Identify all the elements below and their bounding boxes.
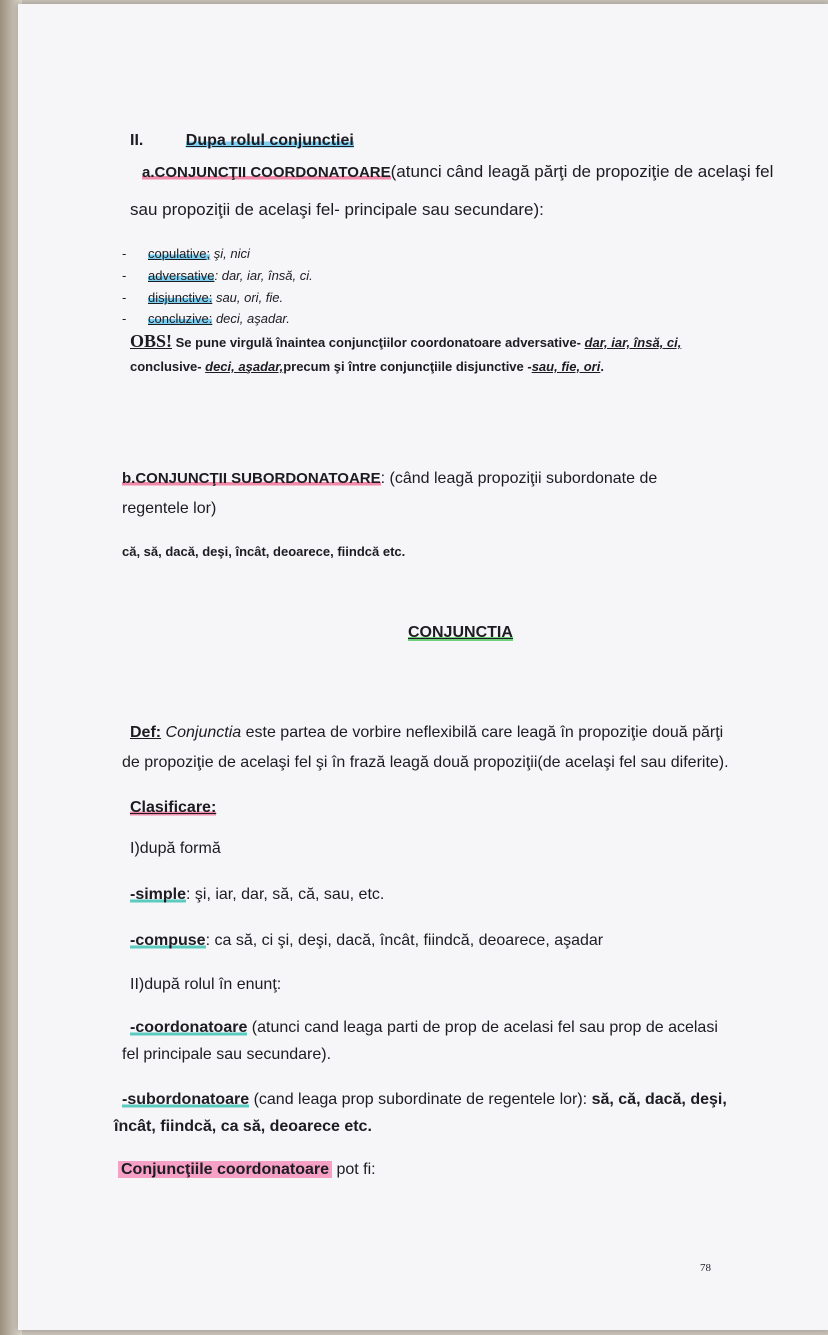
simple-label: -simple	[130, 886, 187, 903]
obs-examples: dar, iar, însă, ci,	[584, 335, 682, 350]
page-title: CONJUNCTIA	[408, 624, 513, 641]
list-item-name: disjunctive:	[148, 290, 213, 305]
clasificare-heading: Clasificare:	[130, 799, 217, 816]
coordonatoare-text: (atunci cand leaga parti de prop de acelasi fel sau prop de acelasi	[247, 1019, 718, 1036]
coord-can-label: Conjuncţiile coordonatoare	[118, 1161, 332, 1178]
coord-can-line	[118, 1161, 376, 1179]
coordonatoare-line2: fel principale sau secundare).	[122, 1046, 332, 1063]
obs-text: precum şi între conjuncţiile disjunctive -	[283, 359, 532, 374]
def-term: Conjunctia	[161, 724, 242, 741]
obs-text: Se pune virgulă înaintea conjuncţiilor coordonatoare adversative-	[175, 335, 585, 350]
compuse-line	[130, 932, 603, 950]
subordonatoare-line2: încât, fiindcă, ca să, deoarece etc.	[114, 1118, 372, 1135]
list-item: - disjunctive: sau, ori, fie.	[122, 290, 284, 305]
list-item: - copulative; şi, nici	[122, 246, 250, 261]
list-item: - concluzive: deci, aşadar.	[122, 311, 290, 326]
coordonatoare-def-line2: sau propoziţii de acelaşi fel- principale sau secundare):	[130, 200, 544, 219]
simple-text: : şi, iar, dar, să, că, sau, etc.	[186, 886, 385, 903]
list-item-name: adversative	[148, 268, 215, 283]
list-item-examples: deci, aşadar.	[215, 311, 290, 326]
list-item-examples: : dar, iar, însă, ci.	[214, 268, 313, 283]
by-form-heading: I)după formă	[130, 840, 221, 857]
subordonatoare-label: b.CONJUNCŢII SUBORDONATOARE	[122, 470, 381, 487]
section-heading	[130, 132, 354, 150]
compuse-label: -compuse	[130, 932, 206, 949]
subordonatoare-def-line1	[122, 470, 657, 488]
subordonatoare-label: -subordonatoare	[122, 1091, 250, 1108]
obs-line1	[130, 331, 681, 352]
coord-can-text: pot fi:	[332, 1161, 376, 1178]
coordonatoare-desc: (atunci când leagă părţi de propoziţie de acelaşi fel	[390, 162, 774, 181]
document-page	[18, 4, 828, 1330]
obs-examples: deci, aşadar,	[205, 359, 284, 374]
simple-line	[130, 886, 384, 904]
page-number: 78	[700, 1262, 711, 1274]
list-item-name: copulative;	[148, 246, 211, 261]
coordonatoare-label: a.CONJUNCŢII COORDONATOARE	[142, 164, 391, 181]
coordonatoare-label: -coordonatoare	[130, 1019, 248, 1036]
section-number: II.	[130, 132, 144, 149]
list-item: - adversative: dar, iar, însă, ci.	[122, 268, 313, 283]
obs-text: conclusive-	[130, 359, 206, 374]
definition-line2: de propoziţie de acelaşi fel şi în frază leagă două propoziţii(de acelaşi fel sau diferite).	[122, 754, 729, 771]
coordonatoare-def-line1	[142, 162, 773, 182]
obs-line2	[130, 359, 604, 374]
subordonatoare-examples: să, că, dacă, deşi,	[591, 1091, 727, 1108]
def-label: Def:	[130, 724, 162, 741]
subordonatoare-def-line2: regentele lor)	[122, 500, 217, 517]
subordonatoare-line1	[122, 1091, 727, 1109]
list-item-name: concluzive:	[148, 311, 213, 326]
coordonatoare-line1	[130, 1019, 718, 1037]
list-item-examples: şi, nici	[213, 246, 250, 261]
obs-examples: sau, fie, ori	[531, 359, 601, 374]
list-item-examples: sau, ori, fie.	[215, 290, 284, 305]
obs-end: .	[600, 359, 604, 374]
definition-line1	[130, 724, 723, 742]
subordonatoare-desc: : (când leagă propoziţii subordonate de	[380, 470, 658, 487]
obs-label: OBS!	[130, 331, 173, 351]
by-role-heading: II)după rolul în enunţ:	[130, 976, 282, 993]
compuse-text: : ca să, ci şi, deşi, dacă, încât, fiindcă, deoarece, aşadar	[205, 932, 604, 949]
section-title: Dupa rolul conjunctiei	[185, 132, 354, 149]
subordonatoare-text: (cand leaga prop subordinate de regentele lor):	[249, 1091, 592, 1108]
def-text: este partea de vorbire neflexibilă care leagă în propoziţie două părţi	[241, 724, 724, 741]
subordonatoare-examples: că, să, dacă, deşi, încât, deoarece, fiindcă etc.	[122, 544, 406, 559]
